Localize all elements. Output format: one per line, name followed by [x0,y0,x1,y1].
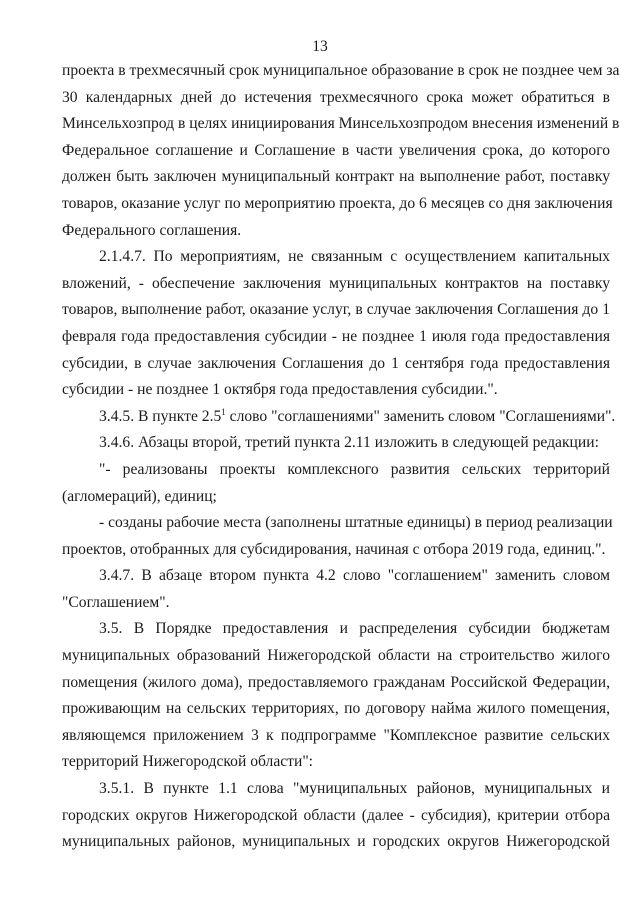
text-line-content: являющемся приложением 3 к подпрограмме "Комплексное развитие сельских [62,726,610,744]
text-line-content: проекта в трехмесячный срок муниципальное образование в срок не позднее чем за [62,62,620,79]
text-line-content: муниципальных образований Нижегородской области на строительство жилого [62,647,610,665]
text-line-content: проживающим на сельских территориях, по договору найма жилого помещения, [62,700,610,718]
text-line [62,244,610,271]
text-line [62,404,616,431]
text-line-content: помещения (жилого дома), предоставляемого гражданам Российской Федерации, [62,673,610,691]
text-line [62,829,610,856]
text-line-content: февраля года предоставления субсидии - не позднее 1 июля года предоставления [62,327,610,345]
text-line [62,377,610,404]
text-line [62,271,610,298]
text-line [62,138,610,165]
text-line [62,590,610,617]
text-line-content: Минсельхозпрод в целях инициирования Минсельхозпродом внесения изменений в [62,115,620,133]
text-line [62,510,613,537]
text-line-content: субсидии - не позднее 1 октября года предоставления субсидии.". [62,381,498,399]
superscript: 1 [221,406,226,417]
text-line [62,164,610,191]
text-line-content: "Соглашением". [62,593,170,611]
text-line [62,58,620,85]
text-line-content: 3.4.7. В абзаце втором пункта 4.2 слово "соглашением" заменить словом [99,567,610,585]
text-line-content: городских округов Нижегородской области (далее - субсидия), критерии отбора [62,806,610,824]
text-line [62,670,610,697]
text-line [62,430,610,457]
text-line-content: должен быть заключен муниципальный контракт на выполнение работ, поставку [62,168,610,186]
text-line-content: 2.1.4.7. По мероприятиям, не связанным с осуществлением капитальных [99,248,610,266]
text-line [62,803,610,830]
text-line-content: - созданы рабочие места (заполнены штатные единицы) в период реализации [99,514,613,532]
text-line [62,776,610,803]
text-line-content: вложений, - обеспечение заключения муниципальных контрактов на поставку [62,274,610,292]
text-line-content: товаров, оказание услуг по мероприятию проекта, до 6 месяцев со дня заключения [62,194,613,212]
text-line [62,484,610,511]
text-line [62,111,620,138]
text-line [62,616,610,643]
text-line-content: территорий Нижегородской области": [62,753,314,771]
text-line [62,723,610,750]
text-line-content: (агломераций), единиц; [62,487,217,505]
text-line-content: 3.5.1. В пункте 1.1 слова "муниципальных районов, муниципальных и [99,780,610,798]
text-line-content: 30 календарных дней до истечения трехмесячного срока может обратиться в [62,88,610,106]
text-line-content: муниципальных районов, муниципальных и городских округов Нижегородской [62,833,610,851]
text-line-content: товаров, выполнение работ, оказание услуг, в случае заключения Соглашения до 1 [62,301,610,319]
text-line-content: субсидии, в случае заключения Соглашения до 1 сентября года предоставления [62,354,610,372]
text-line-content: 3.4.5. В пункте 2.5 [99,407,222,425]
text-line-content: проектов, отобранных для субсидирования, начиная с отбора 2019 года, единиц.". [62,540,606,558]
text-line [62,297,610,324]
text-line-content: 3.5. В Порядке предоставления и распределения субсидии бюджетам [99,620,610,638]
text-line [62,324,610,351]
text-line [62,191,613,218]
text-line [62,563,610,590]
page-number: 13 [312,38,328,55]
text-line-content: Федеральное соглашение и Соглашение в части увеличения срока, до которого [62,141,610,159]
text-line [62,643,610,670]
text-line-content: Федерального соглашения. [62,221,242,239]
text-line [62,457,610,484]
text-line-tail: слово "соглашениями" заменить словом "Соглашениями". [225,407,616,425]
text-line [62,696,610,723]
document-body [62,58,620,856]
text-line [62,85,610,112]
text-line [62,218,610,245]
text-line-content: "- реализованы проекты комплексного развития сельских территорий [99,460,610,478]
text-line-content: 3.4.6. Абзацы второй, третий пункта 2.11 изложить в следующей редакции: [99,434,599,452]
text-line [62,749,610,776]
text-line [62,351,610,378]
text-line [62,537,610,564]
